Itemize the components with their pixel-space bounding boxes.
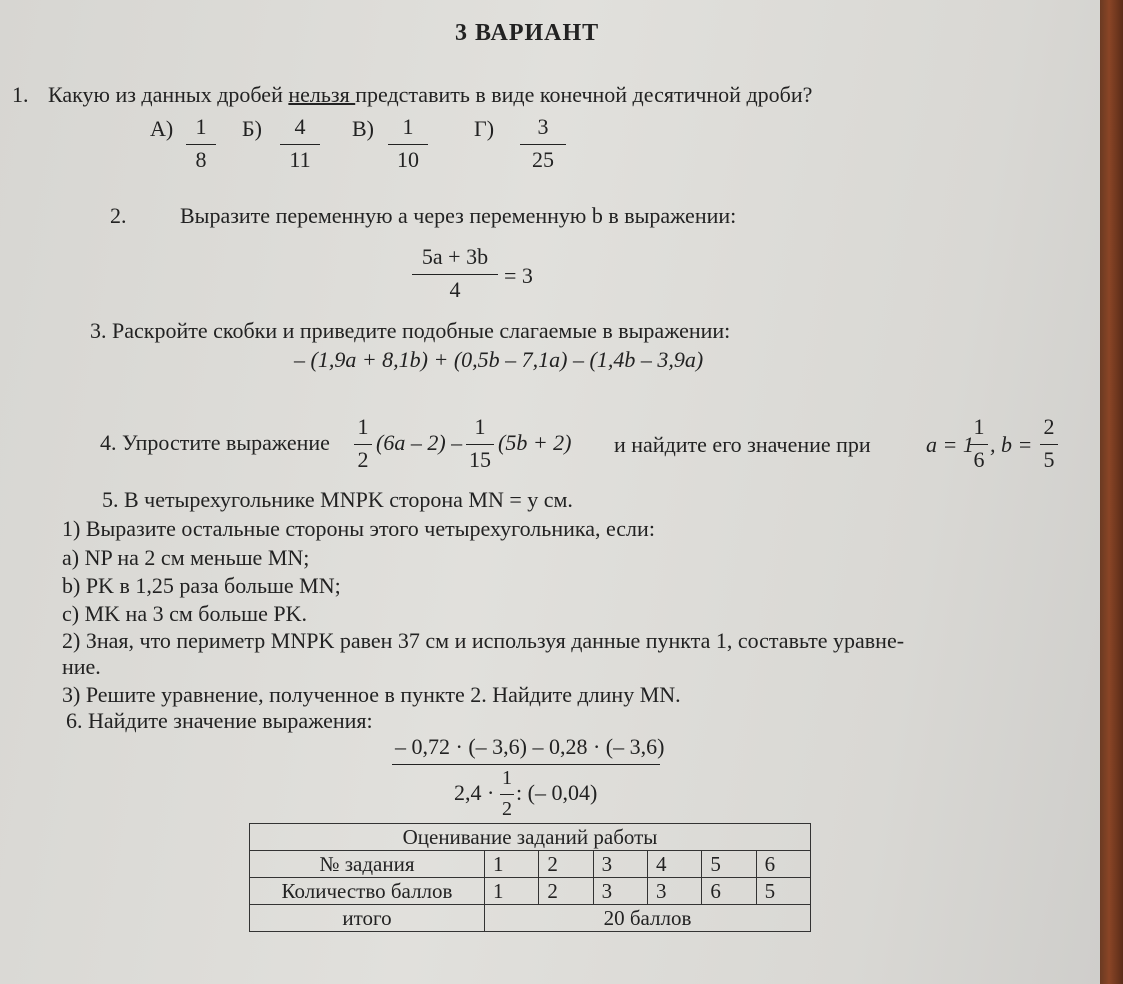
q5-line-8: 3) Решите уравнение, полученное в пункте 2. Найдите длину MN. bbox=[62, 682, 681, 707]
table-row bbox=[250, 905, 811, 932]
page-title: 3 ВАРИАНТ bbox=[455, 20, 600, 46]
q5-line-3: a) NP на 2 см меньше MN; bbox=[62, 545, 310, 570]
q2-rhs: = 3 bbox=[504, 263, 533, 288]
q2-number: 2. bbox=[110, 203, 127, 228]
task-number-cell: 6 bbox=[756, 851, 810, 878]
q3-expression: – (1,9a + 8,1b) + (0,5b – 7,1a) – (1,4b – 3,9a) bbox=[294, 347, 704, 372]
q5-line-4: b) PK в 1,25 раза больше MN; bbox=[62, 573, 341, 598]
q5-line-1: 5. В четырехугольнике MNPK сторона MN = y см. bbox=[102, 487, 573, 512]
q4-b-value: , b = bbox=[990, 432, 1033, 457]
q5-line-2: 1) Выразите остальные стороны этого четырехугольника, если: bbox=[62, 516, 655, 541]
q1-text: Какую из данных дробей нельзя представить в виде конечной десятичной дроби? bbox=[48, 82, 813, 107]
task-number-cell: 5 bbox=[702, 851, 756, 878]
points-cell: 5 bbox=[756, 878, 810, 905]
q2-fraction: 5a + 3b 4 bbox=[412, 246, 498, 301]
points-cell: 6 bbox=[702, 878, 756, 905]
q1-option-label-c: В) bbox=[352, 116, 374, 141]
q4-fraction-2: 1 15 bbox=[466, 416, 494, 471]
q6-denominator-fraction: 1 2 bbox=[502, 767, 512, 820]
grading-total-value: 20 баллов bbox=[485, 905, 811, 932]
q5-line-6: 2) Зная, что периметр MNPK равен 37 см и используя данные пункта 1, составьте уравне- bbox=[62, 628, 905, 653]
table-row bbox=[250, 851, 811, 878]
q4-text-2: и найдите его значение при bbox=[614, 432, 871, 457]
q4-text: 4. Упростите выражение bbox=[100, 430, 330, 455]
grading-table bbox=[249, 823, 811, 932]
points-cell: 3 bbox=[647, 878, 701, 905]
q3-text: 3. Раскройте скобки и приведите подобные слагаемые в выражении: bbox=[90, 318, 731, 343]
q4-part-2: (5b + 2) bbox=[498, 430, 572, 455]
q1-option-label-d: Г) bbox=[474, 116, 495, 141]
q6-denominator-start: 2,4 · bbox=[454, 780, 495, 805]
q2-text: Выразите переменную a через переменную b в выражении: bbox=[180, 203, 737, 228]
q1-option-fraction-b: 4 11 bbox=[280, 116, 320, 171]
grading-row1-label: № задания bbox=[250, 851, 485, 878]
q1-option-fraction-c: 1 10 bbox=[388, 116, 428, 171]
q4-fraction-1: 1 2 bbox=[354, 416, 372, 471]
q6-denominator-end: : (– 0,04) bbox=[516, 780, 598, 805]
q1-option-label-a: А) bbox=[150, 116, 174, 141]
q1-option-label-b: Б) bbox=[242, 116, 262, 141]
task-number-cell: 1 bbox=[485, 851, 539, 878]
q1-option-fraction-a: 1 8 bbox=[186, 116, 216, 171]
q5-line-5: c) MK на 3 см больше PK. bbox=[62, 601, 308, 626]
grading-row2-label: Количество баллов bbox=[250, 878, 485, 905]
task-number-cell: 3 bbox=[593, 851, 647, 878]
task-number-cell: 2 bbox=[539, 851, 593, 878]
task-number-cell: 4 bbox=[647, 851, 701, 878]
background-edge bbox=[1100, 0, 1123, 984]
q5-line-7: ние. bbox=[62, 654, 101, 679]
grading-caption: Оценивание заданий работы bbox=[250, 824, 811, 851]
grading-total-label: итого bbox=[250, 905, 485, 932]
points-cell: 2 bbox=[539, 878, 593, 905]
q1-option-fraction-d: 3 25 bbox=[520, 116, 566, 171]
table-row bbox=[250, 878, 811, 905]
q4-a-value: a = 1 bbox=[926, 432, 974, 457]
q6-text: 6. Найдите значение выражения: bbox=[66, 708, 373, 733]
points-cell: 1 bbox=[485, 878, 539, 905]
q4-part-1: (6a – 2) – bbox=[376, 430, 463, 455]
q6-fraction-bar bbox=[392, 764, 660, 765]
q6-numerator: – 0,72 · (– 3,6) – 0,28 · (– 3,6) bbox=[395, 734, 665, 759]
points-cell: 3 bbox=[593, 878, 647, 905]
q4-a-fraction: 1 6 bbox=[970, 416, 988, 471]
q1-number: 1. bbox=[12, 82, 29, 107]
q4-b-fraction: 2 5 bbox=[1040, 416, 1058, 471]
